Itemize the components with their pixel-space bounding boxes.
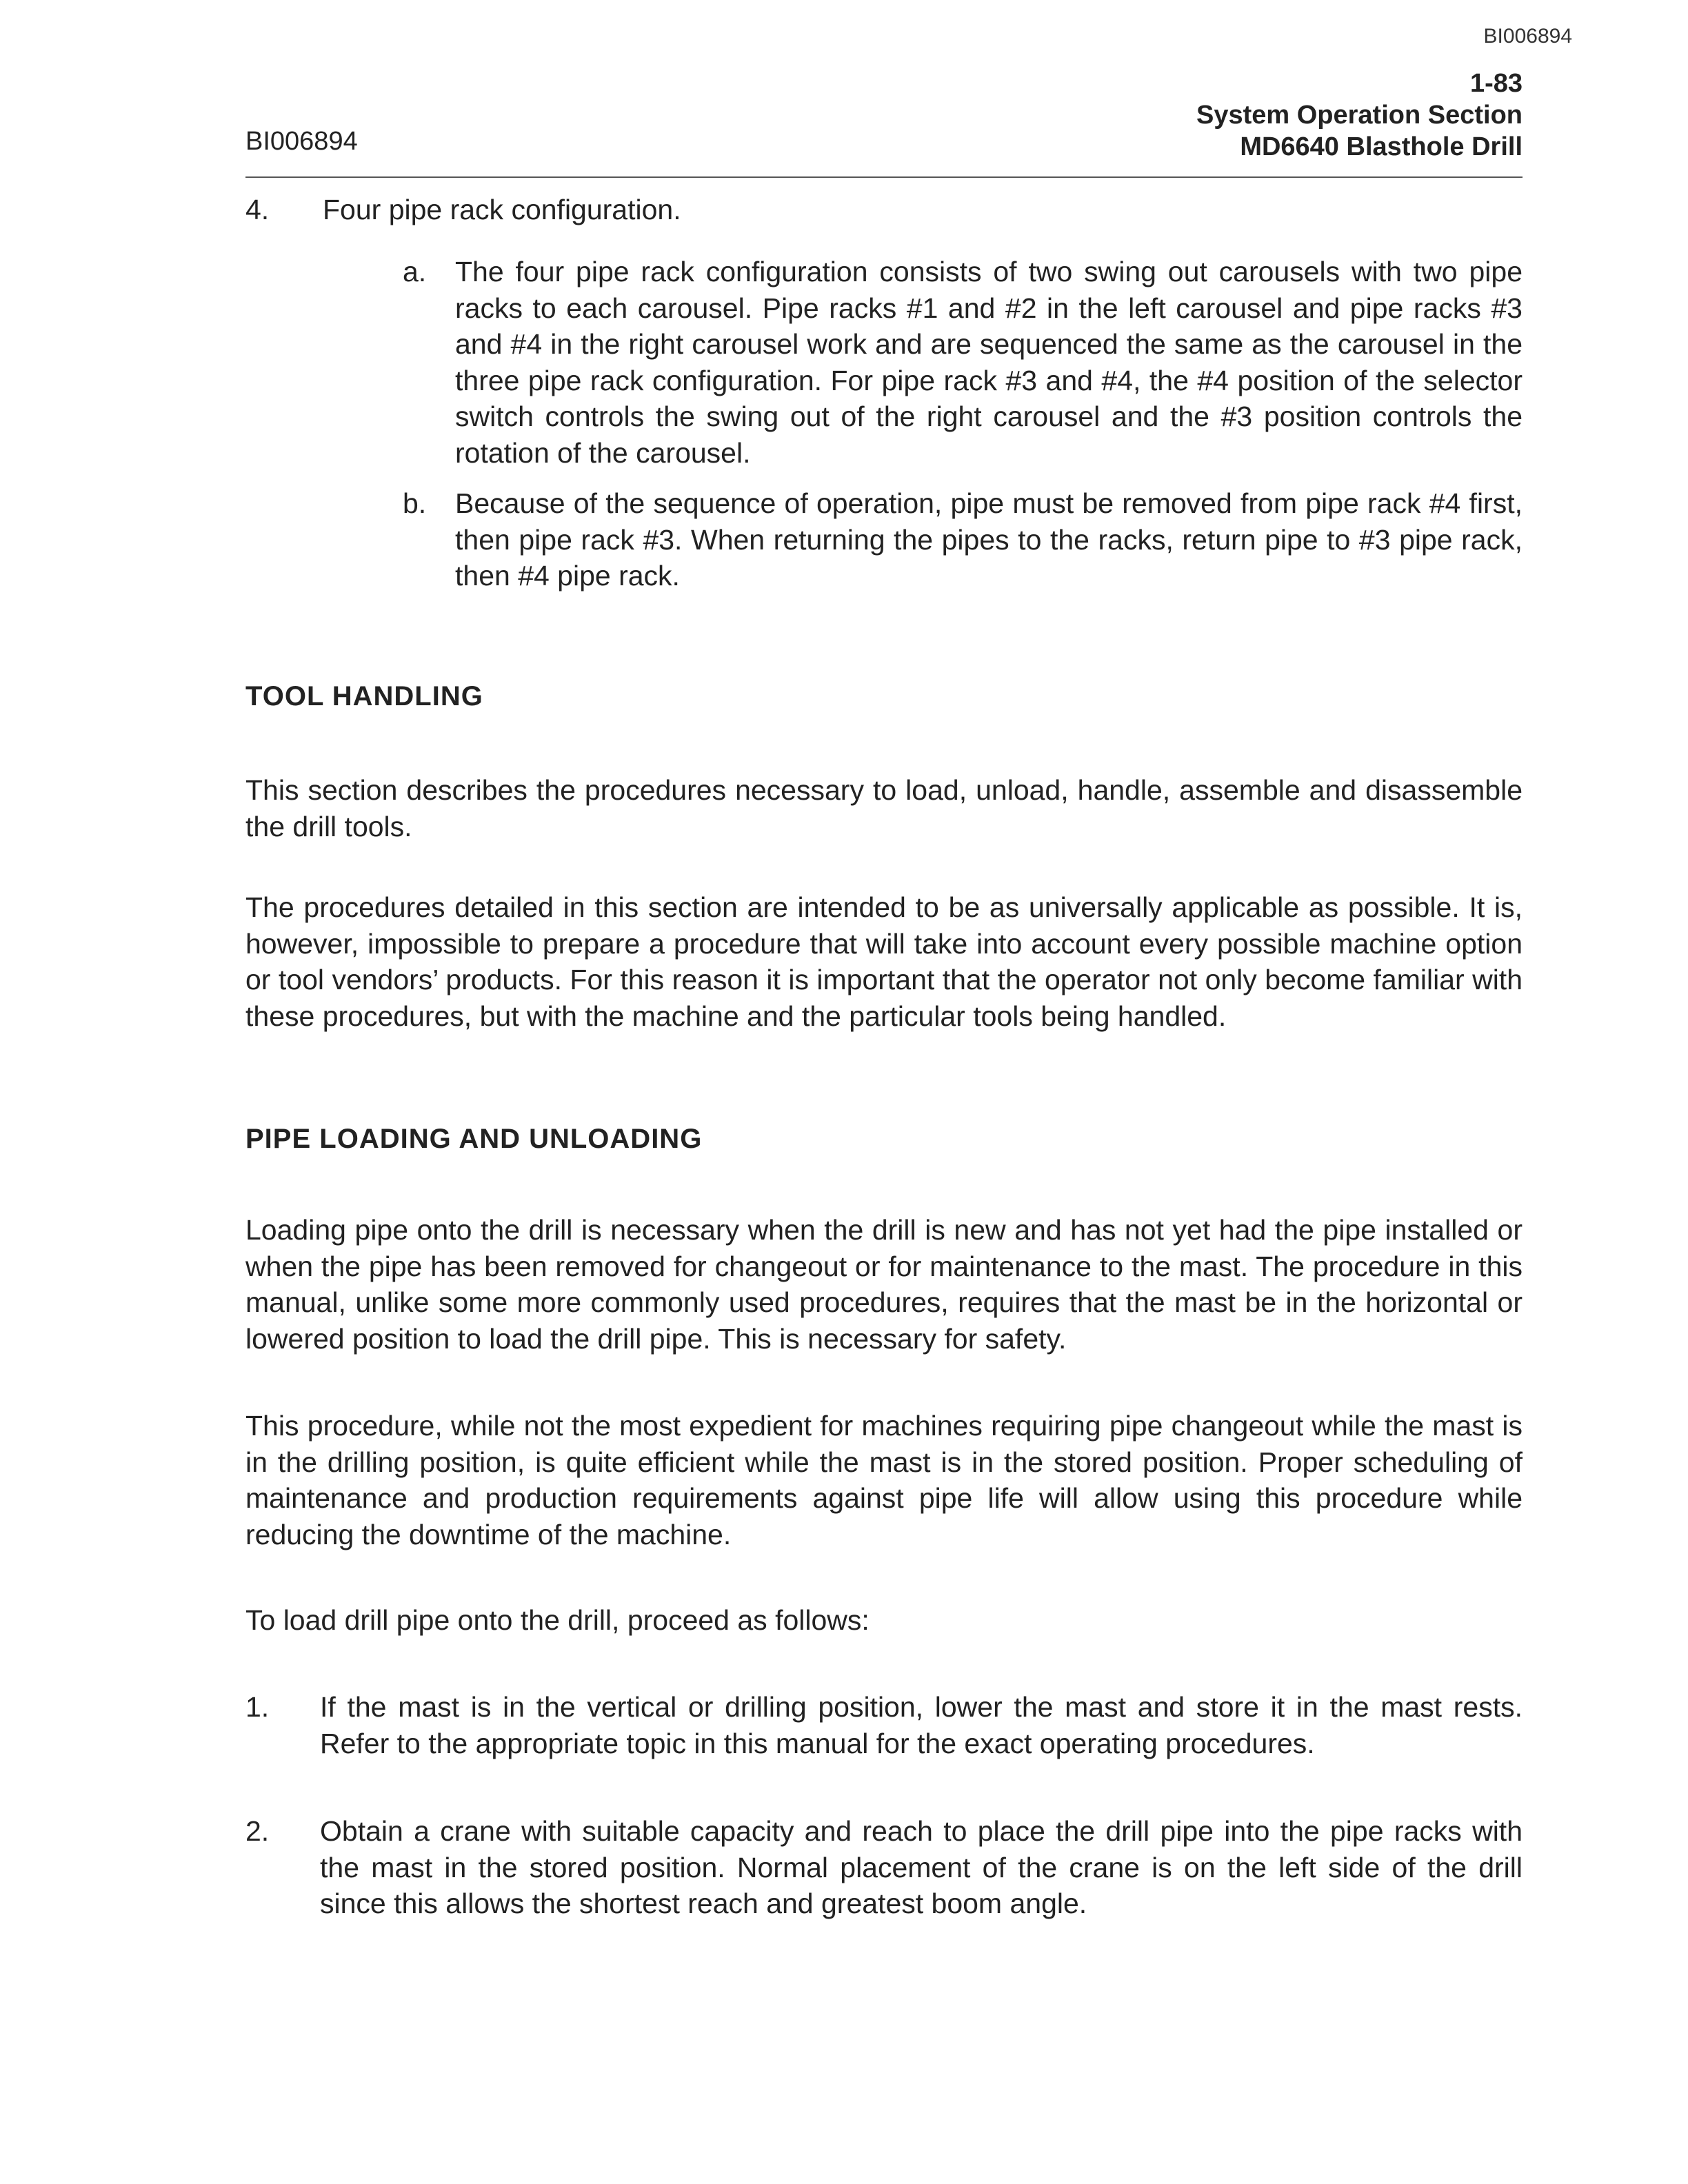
step-1-number: 1. xyxy=(245,1691,270,1723)
pipe-loading-heading: PIPE LOADING AND UNLOADING xyxy=(245,1124,703,1154)
running-header xyxy=(1196,68,1523,163)
tool-handling-para-2: The procedures detailed in this section are intended to be as universally applicable as possible. It is, however, impossible to prepare a procedure that will take into account every possible machine option or tool vendors’ products. For this reason it is important that the operator not only become familiar with these procedures, but with the machine and the particular tools being handled. xyxy=(245,891,1523,1032)
pipe-loading-para-1: Loading pipe onto the drill is necessary when the drill is new and has not yet had the pipe installed or when the pipe has been removed for changeout or for maintenance to the mast. The procedure in this manual, unlike some more commonly used procedures, requires that the mast be in the horizontal or lowered position to load the drill pipe. This is necessary for safety. xyxy=(245,1214,1523,1355)
step-2-number: 2. xyxy=(245,1815,270,1847)
sub-a-text: The four pipe rack configuration consists of two swing out carousels with two pipe racks to each carousel. Pipe racks #1 and #2 in the left carousel and pipe racks #3 and #4 in the right carousel work and are sequenced the same as the carousel in the three pipe rack configuration. For pipe rack #3 and #4, the #4 position of the selector switch controls the swing out of the right carousel and the #3 position controls the rotation of the carousel. xyxy=(455,256,1523,469)
pipe-loading-intro: To load drill pipe onto the drill, proceed as follows: xyxy=(245,1604,870,1636)
section-title: System Operation Section xyxy=(1196,101,1523,130)
sub-b-letter: b. xyxy=(403,487,427,519)
model-title: MD6640 Blasthole Drill xyxy=(1240,132,1523,161)
header-document-id: BI006894 xyxy=(245,127,358,156)
page-number: 1-83 xyxy=(1469,69,1523,98)
corner-document-id: BI006894 xyxy=(1483,25,1572,48)
sub-a-letter: a. xyxy=(403,256,427,287)
tool-handling-heading: TOOL HANDLING xyxy=(245,681,483,711)
sub-b-text: Because of the sequence of operation, pipe must be removed from pipe rack #4 first, then pipe rack #3. When returning the pipes to the racks, return pipe to #3 pipe rack, then #4 pipe rack. xyxy=(455,487,1523,592)
item-4-text: Four pipe rack configuration. xyxy=(323,194,681,225)
tool-handling-para-1: This section describes the procedures necessary to load, unload, handle, assemble and disassemble the drill tools. xyxy=(245,774,1523,842)
header-rule xyxy=(245,176,1523,178)
step-2-text: Obtain a crane with suitable capacity and reach to place the drill pipe into the pipe racks with the mast in the stored position. Normal placement of the crane is on the left side of the drill since this allows the shortest reach and greatest boom angle. xyxy=(320,1815,1523,1919)
item-4-number: 4. xyxy=(245,194,270,225)
step-1-text: If the mast is in the vertical or drilling position, lower the mast and store it in the mast rests. Refer to the appropriate topic in this manual for the exact operating procedures. xyxy=(320,1691,1523,1759)
pipe-loading-para-2: This procedure, while not the most expedient for machines requiring pipe changeout while the mast is in the drilling position, is quite efficient while the mast is in the stored position. Proper scheduling of maintenance and production requirements against pipe life will allow using this procedure while reducing the downtime of the machine. xyxy=(245,1410,1523,1550)
